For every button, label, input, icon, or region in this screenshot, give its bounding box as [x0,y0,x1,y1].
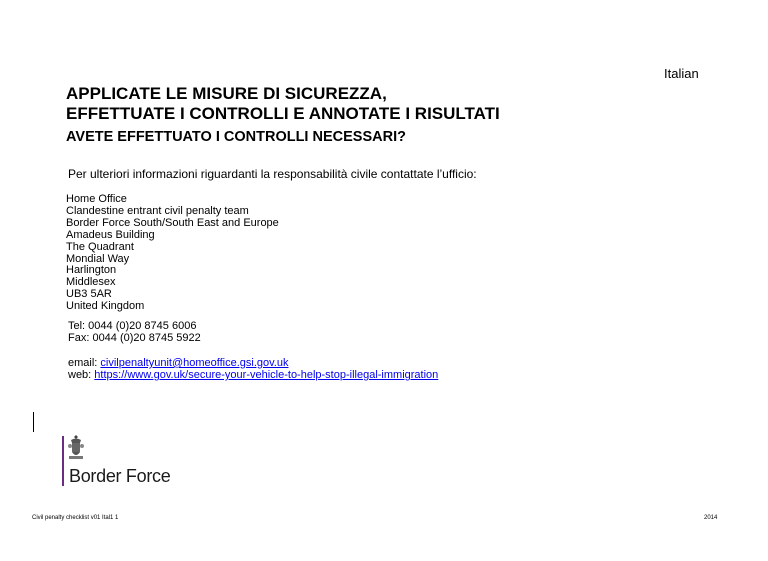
address-line: Home Office [66,193,127,205]
page-subtitle: AVETE EFFETTUATO I CONTROLLI NECESSARI? [66,129,406,145]
address-line: Border Force South/South East and Europe [66,216,279,229]
address-block [66,194,279,313]
phone-number: Tel: 0044 (0)20 8745 6006 [68,320,197,332]
email-link[interactable]: civilpenaltyunit@homeoffice.gsi.gov.uk [100,357,289,369]
info-text: Per ulteriori informazioni riguardanti la responsabilità civile contattate l’ufficio: [68,167,477,181]
address-line: United Kingdom [66,300,145,313]
address-line: Middlesex [66,276,116,289]
address-line: Amadeus Building [66,228,155,241]
address-line: The Quadrant [66,240,134,253]
address-line: Mondial Way [66,252,130,265]
language-label: Italian [664,66,699,81]
royal-crest-icon [66,434,86,462]
logo-bar [62,436,64,486]
address-line: Harlington [66,264,117,277]
contact-block [68,320,201,344]
logo-text: Border Force [69,466,171,486]
page-title [66,84,586,124]
web-label: web: [68,369,95,381]
links-block [68,357,438,381]
email-label: email: [68,357,101,369]
fax-number: Fax: 0044 (0)20 8745 5922 [68,332,201,344]
border-force-logo [62,432,177,488]
text-cursor [33,412,34,432]
footer-year: 2014 [704,515,718,521]
address-line: Clandestine entrant civil penalty team [66,204,249,217]
title-line-2: EFFETTUATE I CONTROLLI E ANNOTATE I RISULTATI [66,104,500,123]
web-link[interactable]: https://www.gov.uk/secure-your-vehicle-to-help-stop-illegal-immigration [94,369,439,381]
title-line-1: APPLICATE LE MISURE DI SICUREZZA, [66,84,387,103]
footer-reference: Civil penalty checklist v01 Ital1 1 [32,515,119,521]
address-line: UB3 5AR [66,288,112,301]
